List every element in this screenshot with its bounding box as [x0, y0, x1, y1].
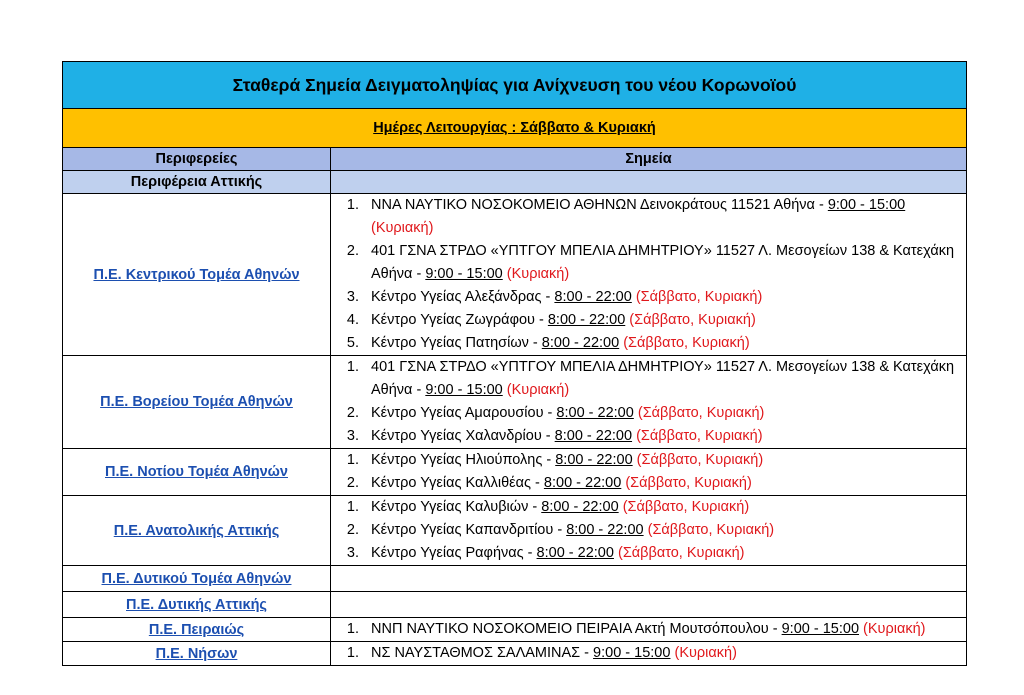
point-item [331, 402, 966, 425]
point-text [371, 240, 966, 286]
point-hours: 8:00 - 22:00 [543, 475, 622, 491]
point-text [371, 618, 966, 641]
point-text [371, 425, 966, 448]
point-item [331, 472, 966, 495]
points-list [331, 449, 966, 495]
unit-link[interactable]: Π.Ε. Νήσων [155, 645, 238, 662]
unit-name-cell [63, 356, 331, 449]
point-number: 1. [346, 499, 359, 515]
operating-days-row [63, 109, 967, 148]
unit-link[interactable]: Π.Ε. Ανατολικής Αττικής [113, 522, 280, 539]
region-empty-cell [331, 171, 967, 194]
point-text [371, 472, 966, 495]
point-item [331, 240, 966, 286]
point-number: 2. [346, 475, 359, 491]
point-hours: 9:00 - 15:00 [593, 645, 671, 661]
point-place: ΝΣ ΝΑΥΣΤΑΘΜΟΣ ΣΑΛΑΜΙΝΑΣ - [371, 645, 590, 661]
point-number: 2. [346, 405, 359, 421]
point-hours: 8:00 - 22:00 [556, 405, 634, 421]
unit-points-cell [331, 592, 967, 618]
point-number: 2. [346, 243, 359, 259]
point-item [331, 449, 966, 472]
unit-name-cell [63, 592, 331, 618]
point-hours: 8:00 - 22:00 [554, 289, 632, 305]
unit-name-cell [63, 642, 331, 666]
point-hours: 9:00 - 15:00 [781, 621, 860, 637]
title-row [63, 62, 967, 109]
point-place: Κέντρο Υγείας Ραφήνας - [371, 545, 533, 561]
point-number: 1. [346, 359, 359, 375]
operating-days: Ημέρες Λειτουργίας : Σάββατο & Κυριακή [63, 109, 967, 148]
point-hours: 9:00 - 15:00 [425, 266, 503, 282]
point-days: (Κυριακή) [506, 382, 570, 398]
point-hours: 8:00 - 22:00 [536, 545, 614, 561]
sampling-points-table [62, 61, 967, 666]
unit-link[interactable]: Π.Ε. Κεντρικού Τομέα Αθηνών [93, 266, 300, 283]
point-item [331, 194, 966, 240]
point-days: (Σάββατο, Κυριακή) [636, 452, 764, 468]
point-item [331, 332, 966, 355]
point-place: Κέντρο Υγείας Πατησίων - [371, 335, 538, 351]
unit-row [63, 618, 967, 642]
point-number: 3. [346, 428, 359, 444]
header-row [63, 148, 967, 171]
point-hours: 8:00 - 22:00 [555, 452, 633, 468]
point-place: Κέντρο Υγείας Καλυβιών - [371, 499, 538, 515]
document-title: Σταθερά Σημεία Δειγματοληψίας για Ανίχνευση του νέου Κορωνοϊού [63, 62, 967, 109]
unit-row [63, 449, 967, 496]
point-hours: 8:00 - 22:00 [541, 499, 619, 515]
point-days: (Κυριακή) [371, 220, 434, 236]
region-name: Περιφέρεια Αττικής [63, 171, 331, 194]
point-item [331, 496, 966, 519]
point-days: (Κυριακή) [674, 645, 737, 661]
point-place: 401 ΓΣΝΑ ΣΤΡΔΟ «ΥΠΤΓΟΥ ΜΠΕΛΙΑ ΔΗΜΗΤΡΙΟΥ» 11527 Λ. Μεσογείων 138 & Κατεχάκη Αθήνα - [371, 243, 955, 282]
unit-points-cell [331, 194, 967, 356]
point-days: (Σάββατο, Κυριακή) [635, 289, 763, 305]
unit-points-cell [331, 618, 967, 642]
point-number: 5. [346, 335, 359, 351]
point-number: 3. [346, 545, 359, 561]
point-item [331, 309, 966, 332]
points-list [331, 642, 966, 665]
header-regions: Περιφερείες [63, 148, 331, 171]
unit-points-cell [331, 356, 967, 449]
point-place: Κέντρο Υγείας Καπανδριτίου - [371, 522, 563, 538]
point-number: 1. [346, 197, 359, 213]
point-text [371, 309, 966, 332]
point-days: (Κυριακή) [506, 266, 570, 282]
point-place: Κέντρο Υγείας Ηλιούπολης - [371, 452, 552, 468]
unit-row [63, 592, 967, 618]
point-days: (Σάββατο, Κυριακή) [647, 522, 775, 538]
unit-name-cell [63, 194, 331, 356]
unit-points-cell [331, 449, 967, 496]
unit-name-cell [63, 618, 331, 642]
point-days: (Σάββατο, Κυριακή) [623, 335, 750, 351]
point-text [371, 356, 966, 402]
point-text [371, 286, 966, 309]
point-hours: 8:00 - 22:00 [541, 335, 620, 351]
unit-row [63, 194, 967, 356]
unit-row [63, 566, 967, 592]
point-hours: 9:00 - 15:00 [425, 382, 503, 398]
unit-row [63, 496, 967, 566]
unit-points-cell [331, 496, 967, 566]
unit-name-cell [63, 566, 331, 592]
point-item [331, 642, 966, 665]
unit-link[interactable]: Π.Ε. Νοτίου Τομέα Αθηνών [105, 464, 288, 480]
point-days: (Σάββατο, Κυριακή) [617, 545, 745, 561]
point-text [371, 449, 966, 472]
point-days: (Σάββατο, Κυριακή) [636, 428, 763, 444]
point-item [331, 356, 966, 402]
point-item [331, 618, 966, 641]
point-place: Κέντρο Υγείας Χαλανδρίου - [371, 428, 551, 444]
point-item [331, 425, 966, 448]
point-number: 4. [346, 312, 359, 328]
points-list [331, 496, 966, 565]
point-text [371, 332, 966, 355]
point-place: Κέντρο Υγείας Καλλιθέας - [371, 475, 540, 491]
point-item [331, 519, 966, 542]
points-list [331, 194, 966, 355]
point-hours: 8:00 - 22:00 [566, 522, 644, 538]
point-text [371, 542, 966, 565]
points-list [331, 356, 966, 448]
point-text [371, 519, 966, 542]
header-points: Σημεία [331, 148, 967, 171]
unit-points-cell [331, 566, 967, 592]
point-days: (Σάββατο, Κυριακή) [629, 312, 756, 328]
point-place: ΝΝΠ ΝΑΥΤΙΚΟ ΝΟΣΟΚΟΜΕΙΟ ΠΕΙΡΑΙΑ Ακτή Μουτσόπουλου - [371, 621, 778, 637]
points-list [331, 618, 966, 641]
point-item [331, 286, 966, 309]
unit-row [63, 356, 967, 449]
point-number: 2. [346, 522, 359, 538]
point-hours: 9:00 - 15:00 [827, 197, 906, 213]
point-days: (Σάββατο, Κυριακή) [637, 405, 765, 421]
point-text [371, 194, 966, 240]
point-days: (Κυριακή) [863, 621, 926, 637]
point-place: ΝΝΑ ΝΑΥΤΙΚΟ ΝΟΣΟΚΟΜΕΙΟ ΑΘΗΝΩΝ Δεινοκράτους 11521 Αθήνα - [371, 197, 824, 213]
unit-row [63, 642, 967, 666]
point-number: 3. [346, 289, 359, 305]
region-row [63, 171, 967, 194]
point-hours: 8:00 - 22:00 [547, 312, 626, 328]
point-text [371, 642, 966, 665]
point-number: 1. [346, 621, 359, 637]
unit-link[interactable]: Π.Ε. Πειραιώς [148, 621, 245, 638]
point-text [371, 402, 966, 425]
point-item [331, 542, 966, 565]
unit-name-cell [63, 449, 331, 496]
point-hours: 8:00 - 22:00 [554, 428, 633, 444]
unit-points-cell [331, 642, 967, 666]
point-place: Κέντρο Υγείας Αλεξάνδρας - [371, 289, 551, 305]
point-number: 1. [346, 452, 359, 468]
point-number: 1. [346, 645, 359, 661]
point-days: (Σάββατο, Κυριακή) [625, 475, 752, 491]
point-place: Κέντρο Υγείας Ζωγράφου - [371, 312, 544, 328]
point-place: 401 ΓΣΝΑ ΣΤΡΔΟ «ΥΠΤΓΟΥ ΜΠΕΛΙΑ ΔΗΜΗΤΡΙΟΥ» 11527 Λ. Μεσογείων 138 & Κατεχάκη Αθήνα - [371, 359, 955, 398]
point-days: (Σάββατο, Κυριακή) [622, 499, 750, 515]
unit-link[interactable]: Π.Ε. Βορείου Τομέα Αθηνών [100, 394, 293, 410]
point-text [371, 496, 966, 519]
point-place: Κέντρο Υγείας Αμαρουσίου - [371, 405, 553, 421]
unit-name-cell [63, 496, 331, 566]
unit-link[interactable]: Π.Ε. Δυτικής Αττικής [126, 596, 267, 613]
unit-link[interactable]: Π.Ε. Δυτικού Τομέα Αθηνών [101, 570, 292, 587]
